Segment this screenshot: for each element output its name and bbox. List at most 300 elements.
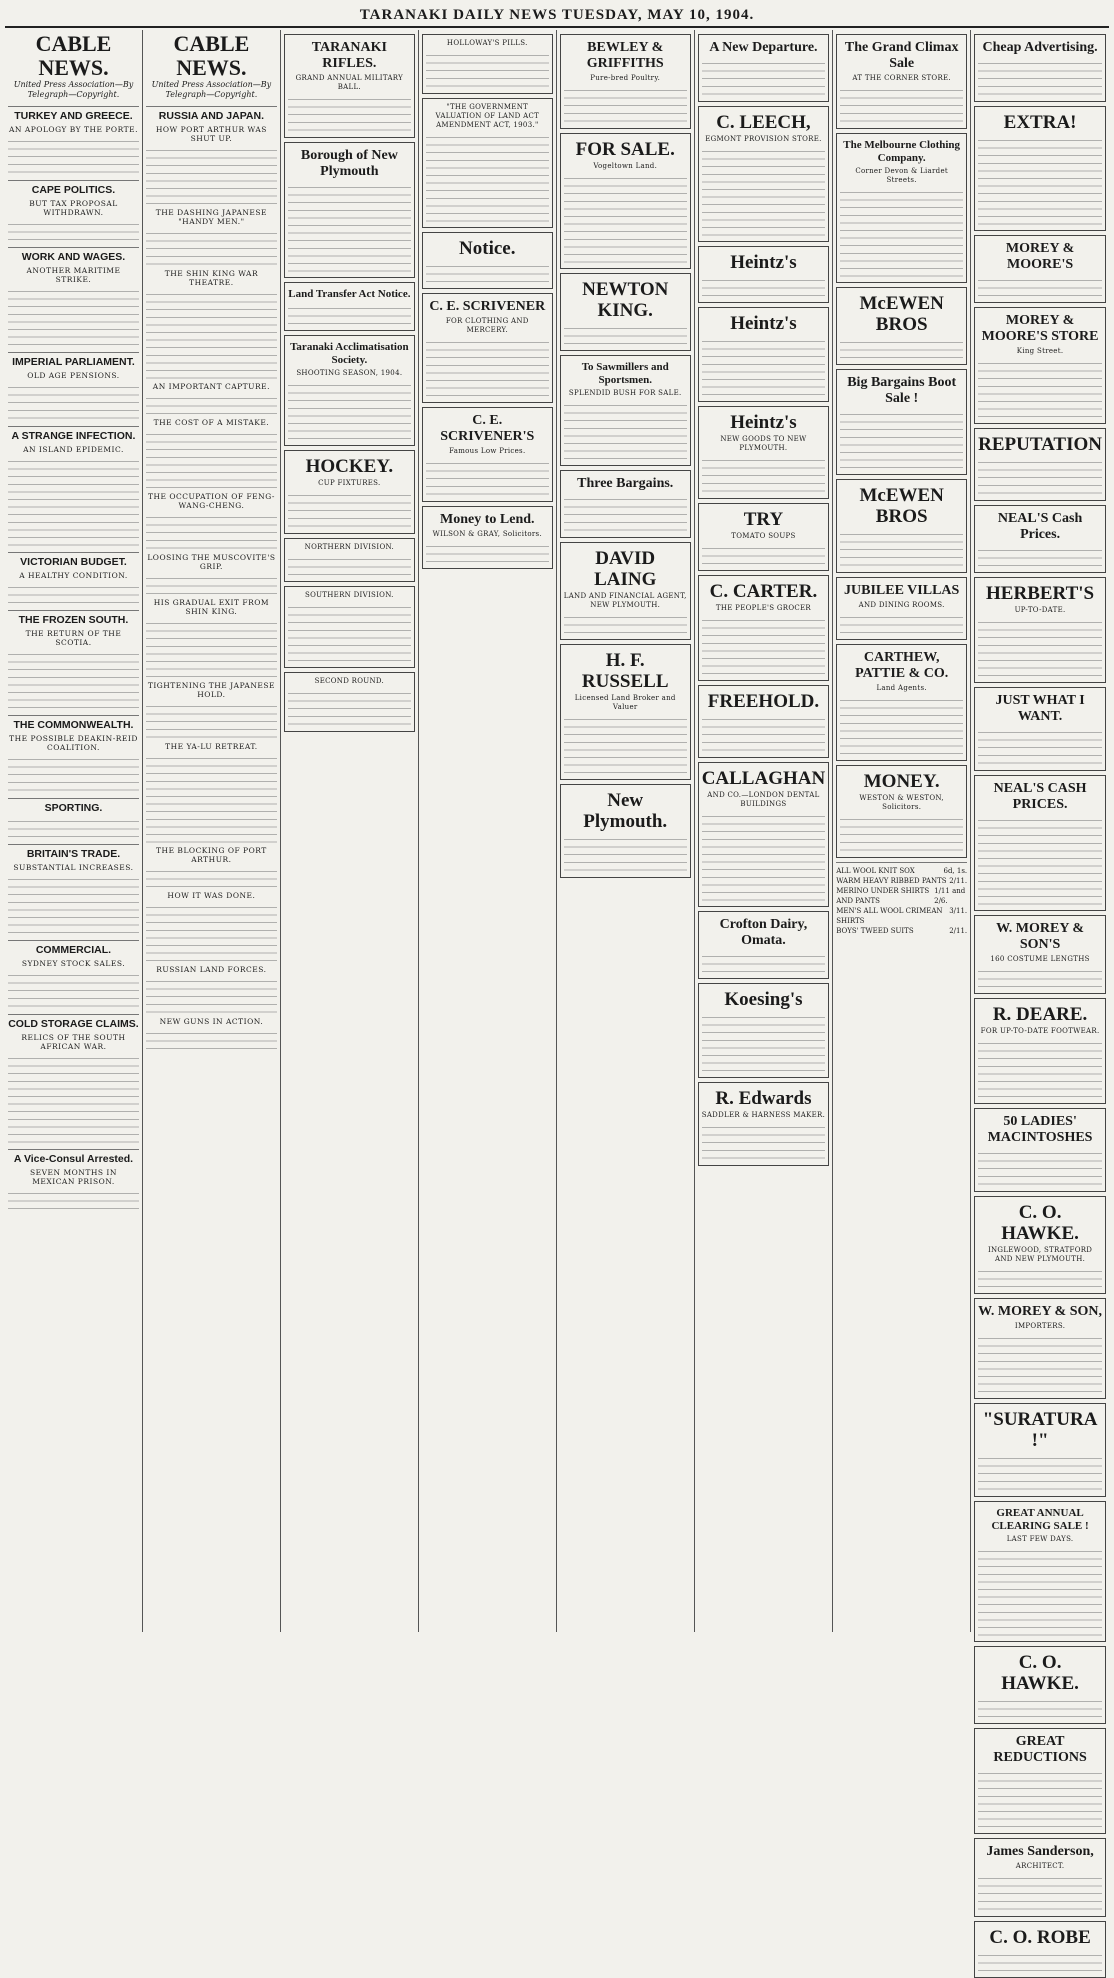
section-subtitle: AN ISLAND EPIDEMIC. <box>23 445 124 454</box>
ad-title: BEWLEY & GRIFFITHS <box>586 40 664 71</box>
ad-text-block <box>978 1950 1102 1972</box>
section-subtitle: THE DASHING JAPANESE "HANDY MEN." <box>155 208 268 226</box>
ad-text-block <box>978 1546 1102 1636</box>
advertisement <box>836 287 967 365</box>
section-title: THE FROZEN SOUTH. <box>8 610 139 626</box>
ad-title: Koesing's <box>724 989 803 1010</box>
ad-title: MONEY. <box>863 771 940 792</box>
advertisement <box>974 1646 1106 1724</box>
ad-subtitle: THE PEOPLE'S GROCER <box>715 604 811 612</box>
ad-text-block <box>702 951 826 973</box>
advertisement <box>422 293 553 403</box>
ad-subtitle: TOMATO SOUPS <box>731 532 796 540</box>
ad-title: CALLAGHAN <box>701 768 826 789</box>
ad-title: C. LEECH, <box>716 112 811 133</box>
column-7-ads <box>836 34 967 858</box>
columns <box>5 30 1109 1948</box>
ad-text-block <box>426 458 549 496</box>
article-text-block <box>146 573 277 595</box>
ad-title: C. O. HAWKE. <box>1001 1202 1079 1244</box>
ad-subtitle: King Street. <box>1016 347 1064 355</box>
section-title: A STRANGE INFECTION. <box>8 426 139 442</box>
advertisement <box>560 470 691 538</box>
ad-subtitle: AT THE CORNER STORE. <box>852 74 951 82</box>
section-title: BRITAIN'S TRADE. <box>8 844 139 860</box>
advertisement <box>974 1298 1106 1399</box>
ad-title: HERBERT'S <box>986 583 1095 604</box>
ad-title: REPUTATION <box>978 434 1103 455</box>
advertisement <box>422 506 553 569</box>
column-5-ads <box>560 34 691 878</box>
section-subtitle: RUSSIAN LAND FORCES. <box>156 965 267 974</box>
section-subtitle: THE BLOCKING OF PORT ARTHUR. <box>156 846 267 864</box>
price-value: 1/11 and 2/6. <box>934 887 966 905</box>
column-6-ads <box>698 34 830 1166</box>
ad-subtitle: HOLLOWAY'S PILLS. <box>446 39 528 47</box>
article-text-block <box>8 970 139 1008</box>
masthead-title: TARANAKI DAILY NEWS TUESDAY, MAY 10, 1904. <box>359 6 755 23</box>
ad-title: NEAL'S CASH PRICES. <box>993 781 1087 812</box>
ad-title: W. MOREY & SON'S <box>996 921 1085 952</box>
section-title: A Vice-Consul Arrested. <box>8 1149 139 1165</box>
ad-title: H. F. RUSSELL <box>581 650 669 692</box>
cable-credit-2: United Press Association—By Telegraph—Copyright. <box>151 80 272 99</box>
ad-title: New Plymouth. <box>583 790 668 832</box>
advertisement <box>698 246 830 303</box>
advertisement <box>560 784 691 878</box>
column-2 <box>143 30 281 1632</box>
ad-text-block <box>978 1266 1102 1288</box>
advertisement <box>698 762 830 907</box>
ad-subtitle: SOUTHERN DIVISION. <box>304 591 394 599</box>
section-title: IMPERIAL PARLIAMENT. <box>8 352 139 368</box>
advertisement <box>698 34 830 102</box>
ad-text-block <box>426 261 549 283</box>
ad-text-block <box>702 543 826 565</box>
column-1-sections <box>8 106 139 1210</box>
price-item: MEN'S ALL WOOL CRIMEAN SHIRTS <box>836 907 943 925</box>
ad-title: Land Transfer Act Notice. <box>288 288 411 300</box>
ad-text-block <box>564 494 687 532</box>
ad-text-block <box>564 612 687 634</box>
ad-text-block <box>702 455 826 493</box>
ad-text-block <box>288 688 411 726</box>
ad-title: JUBILEE VILLAS <box>844 583 960 598</box>
advertisement <box>836 577 967 640</box>
ad-title: MOREY & MOORE'S <box>1005 241 1075 272</box>
ad-text-block <box>978 545 1102 567</box>
ad-text-block <box>702 275 826 297</box>
advertisement <box>974 1728 1106 1834</box>
cable-news-heading-2: CABLE NEWS. <box>173 31 250 80</box>
ad-text-block <box>702 1122 826 1160</box>
section-subtitle: SEVEN MONTHS IN MEXICAN PRISON. <box>30 1168 117 1186</box>
section-subtitle: SUBSTANTIAL INCREASES. <box>13 863 134 872</box>
ad-text-block <box>702 615 826 675</box>
article-text-block <box>146 753 277 843</box>
ad-title: NEWTON KING. <box>582 279 669 321</box>
ad-title: McEWEN BROS <box>859 485 944 527</box>
ad-text-block <box>702 58 826 96</box>
advertisement <box>284 142 415 278</box>
advertisement <box>974 1196 1106 1294</box>
section-subtitle: HOW PORT ARTHUR WAS SHUT UP. <box>155 125 267 143</box>
price-value: 6d, 1s. <box>943 867 968 875</box>
column-4 <box>419 30 557 1632</box>
section-subtitle: HOW IT WAS DONE. <box>167 891 256 900</box>
section-subtitle: BUT TAX PROPOSAL WITHDRAWN. <box>29 199 118 217</box>
price-row <box>836 886 967 906</box>
ad-title: Heintz's <box>730 412 797 433</box>
ad-title: JUST WHAT I WANT. <box>995 693 1085 724</box>
ad-title: Crofton Dairy, Omata. <box>719 917 808 948</box>
price-list <box>836 866 967 936</box>
ad-title: Notice. <box>459 238 516 259</box>
advertisement <box>560 133 691 269</box>
advertisement <box>560 355 691 466</box>
ad-subtitle: FOR UP-TO-DATE FOOTWEAR. <box>980 1027 1100 1035</box>
advertisement <box>974 1501 1106 1642</box>
ad-text-block <box>564 714 687 774</box>
ad-title: W. MOREY & SON, <box>978 1304 1102 1319</box>
article-text-block <box>146 701 277 739</box>
ad-text-block <box>288 554 411 576</box>
ad-text-block <box>564 173 687 263</box>
section-title: COMMERCIAL. <box>8 940 139 956</box>
column-8-ads <box>974 34 1106 1978</box>
article-text-block <box>146 393 277 415</box>
advertisement <box>974 998 1106 1104</box>
advertisement <box>974 428 1106 501</box>
advertisement <box>974 307 1106 424</box>
article-text-block <box>8 1188 139 1210</box>
price-row <box>836 926 967 936</box>
article-text-block <box>8 754 139 792</box>
advertisement <box>284 335 415 446</box>
ad-title: EXTRA! <box>1003 112 1077 133</box>
advertisement <box>284 282 415 331</box>
column-1 <box>5 30 143 1632</box>
ad-title: A New Departure. <box>709 40 818 55</box>
ad-title: James Sanderson, <box>986 1844 1094 1859</box>
advertisement <box>422 407 553 502</box>
ad-text-block <box>426 50 549 88</box>
ad-title: DAVID LAING <box>594 548 657 590</box>
advertisement <box>560 644 691 780</box>
advertisement <box>698 503 830 571</box>
article-text-block <box>8 382 139 420</box>
ad-text-block <box>840 814 963 852</box>
advertisement <box>974 1838 1106 1917</box>
price-value: 3/11. <box>949 907 968 915</box>
article-text-block <box>146 1028 277 1050</box>
advertisement <box>560 542 691 640</box>
ad-title: The Melbourne Clothing Company. <box>843 139 961 164</box>
ad-title: "SURATURA !" <box>982 1409 1098 1451</box>
ad-text-block <box>978 457 1102 495</box>
section-title: RUSSIA AND JAPAN. <box>146 106 277 122</box>
section-subtitle: NEW GUNS IN ACTION. <box>159 1017 264 1026</box>
section-title: THE COMMONWEALTH. <box>8 715 139 731</box>
article-text-block <box>146 145 277 205</box>
article-text-block <box>146 429 277 489</box>
column-4-ads <box>422 34 553 569</box>
ad-text-block <box>288 182 411 272</box>
advertisement <box>974 235 1106 303</box>
ad-title: R. DEARE. <box>992 1004 1088 1025</box>
ad-subtitle: INGLEWOOD, STRATFORD AND NEW PLYMOUTH. <box>987 1246 1093 1263</box>
advertisement <box>284 538 415 582</box>
ad-title: R. Edwards <box>715 1088 812 1109</box>
advertisement <box>836 369 967 475</box>
article-text-block <box>146 902 277 962</box>
ad-title: 50 LADIES' MACINTOSHES <box>987 1114 1093 1145</box>
section-title: VICTORIAN BUDGET. <box>8 552 139 568</box>
ad-text-block <box>564 834 687 872</box>
column-5 <box>557 30 695 1632</box>
ad-text-block <box>978 275 1102 297</box>
section-subtitle: THE OCCUPATION OF FENG-WANG-CHENG. <box>147 492 275 510</box>
advertisement <box>974 687 1106 771</box>
ad-title: CARTHEW, PATTIE & CO. <box>855 650 949 681</box>
ad-subtitle: UP-TO-DATE. <box>1014 606 1066 614</box>
advertisement <box>422 34 553 94</box>
advertisement <box>698 575 830 681</box>
ad-text-block <box>978 815 1102 905</box>
masthead <box>5 4 1109 28</box>
ad-text-block <box>978 1453 1102 1491</box>
advertisement <box>836 133 967 283</box>
article-text-block <box>8 219 139 241</box>
ad-text-block <box>840 409 963 469</box>
column-6 <box>695 30 834 1632</box>
section-subtitle: AN APOLOGY BY THE PORTE. <box>8 125 138 134</box>
ad-subtitle: SECOND ROUND. <box>314 677 385 685</box>
column-2-sections <box>146 106 277 1050</box>
ad-subtitle: Land Agents. <box>876 684 927 692</box>
ad-title: Three Bargains. <box>577 476 674 491</box>
advertisement <box>974 1403 1106 1497</box>
ad-text-block <box>978 58 1102 96</box>
section-subtitle: HIS GRADUAL EXIT FROM SHIN KING. <box>153 598 270 616</box>
ad-text-block <box>840 695 963 755</box>
advertisement <box>698 685 830 758</box>
ad-title: Big Bargains Boot Sale ! <box>847 375 957 406</box>
ad-text-block <box>702 336 826 396</box>
article-text-block <box>8 136 139 174</box>
ad-text-block <box>978 966 1102 988</box>
article-text-block <box>146 228 277 266</box>
ad-subtitle: LAND AND FINANCIAL AGENT, NEW PLYMOUTH. <box>563 592 687 609</box>
ad-title: MOREY & MOORE'S STORE <box>981 313 1099 344</box>
ad-text-block <box>978 727 1102 765</box>
section-title: SPORTING. <box>8 798 139 814</box>
ad-subtitle: ARCHITECT. <box>1015 1862 1065 1870</box>
advertisement <box>974 1108 1106 1192</box>
ad-subtitle: SHOOTING SEASON, 1904. <box>296 369 403 377</box>
ad-subtitle: LAST FEW DAYS. <box>1006 1535 1074 1543</box>
advertisement <box>284 34 415 138</box>
advertisement <box>836 34 967 129</box>
ad-subtitle: NORTHERN DIVISION. <box>304 543 394 551</box>
ad-subtitle: AND DINING ROOMS. <box>858 601 945 609</box>
section-subtitle: ANOTHER MARITIME STRIKE. <box>26 266 121 284</box>
advertisement <box>974 34 1106 102</box>
advertisement <box>284 450 415 534</box>
advertisement <box>560 273 691 351</box>
article-text-block <box>8 816 139 838</box>
ad-title: C. E. SCRIVENER'S <box>440 413 535 444</box>
ad-subtitle: AND CO.—LONDON DENTAL BUILDINGS <box>707 791 820 808</box>
article-text-block <box>8 1053 139 1143</box>
column-3 <box>281 30 419 1632</box>
ad-title: FREEHOLD. <box>707 691 820 712</box>
ad-text-block <box>978 358 1102 418</box>
ad-text-block <box>702 811 826 901</box>
advertisement <box>974 775 1106 911</box>
advertisement <box>698 1082 830 1166</box>
ad-text-block <box>564 85 687 123</box>
section-subtitle: RELICS OF THE SOUTH AFRICAN WAR. <box>21 1033 126 1051</box>
advertisement <box>284 586 415 668</box>
ad-subtitle: Famous Low Prices. <box>449 447 526 455</box>
ad-text-block <box>978 1333 1102 1393</box>
article-text-block <box>8 649 139 709</box>
ad-title: HOCKEY. <box>305 456 394 477</box>
advertisement <box>836 479 967 573</box>
price-item: BOYS' TWEED SUITS <box>836 927 914 935</box>
article-text-block <box>8 874 139 934</box>
article-text-block <box>8 286 139 346</box>
ad-subtitle: WESTON & WESTON, Solicitors. <box>859 794 944 811</box>
advertisement <box>974 1921 1106 1978</box>
price-value: 2/11. <box>949 877 968 885</box>
ad-title: C. E. SCRIVENER <box>429 299 546 314</box>
section-subtitle: OLD AGE PENSIONS. <box>27 371 120 380</box>
ad-text-block <box>840 337 963 359</box>
ad-text-block <box>978 1038 1102 1098</box>
ad-subtitle: Corner Devon & Liardet Streets. <box>855 167 949 184</box>
ad-subtitle: FOR CLOTHING AND MERCERY. <box>445 317 529 334</box>
ad-text-block <box>564 400 687 460</box>
ad-text-block <box>978 1696 1102 1718</box>
advertisement <box>974 577 1106 683</box>
ad-title: GREAT ANNUAL CLEARING SALE ! <box>991 1507 1089 1532</box>
section-subtitle: AN IMPORTANT CAPTURE. <box>152 382 270 391</box>
section-subtitle: THE POSSIBLE DEAKIN-REID COALITION. <box>9 734 138 752</box>
ad-text-block <box>978 617 1102 677</box>
ad-title: FOR SALE. <box>575 139 675 160</box>
ad-subtitle: CUP FIXTURES. <box>318 479 381 487</box>
price-row <box>836 876 967 886</box>
advertisement <box>698 307 830 402</box>
ad-subtitle: SPLENDID BUSH FOR SALE. <box>568 389 682 397</box>
section-subtitle: THE YA-LU RETREAT. <box>165 742 258 751</box>
advertisement <box>698 406 830 499</box>
section-title: TURKEY AND GREECE. <box>8 106 139 122</box>
ad-title: C. O. ROBE <box>989 1927 1091 1948</box>
ad-text-block <box>840 612 963 634</box>
advertisement <box>698 911 830 979</box>
price-row <box>836 906 967 926</box>
ad-text-block <box>702 146 826 236</box>
article-text-block <box>146 618 277 678</box>
ad-title: McEWEN BROS <box>859 293 944 335</box>
column-7 <box>833 30 971 1632</box>
price-row <box>836 866 967 876</box>
ad-text-block <box>840 187 963 277</box>
advertisement <box>836 644 967 761</box>
ad-subtitle: IMPORTERS. <box>1014 1322 1066 1330</box>
advertisement <box>698 106 830 242</box>
section-subtitle: THE RETURN OF THE SCOTIA. <box>25 629 122 647</box>
price-item: MERINO UNDER SHIRTS AND PANTS <box>836 887 930 905</box>
ad-text-block <box>288 490 411 528</box>
advertisement <box>974 915 1106 994</box>
ad-title: The Grand Climax Sale <box>844 40 959 71</box>
ad-title: NEAL'S Cash Prices. <box>997 511 1083 542</box>
ad-text-block <box>288 602 411 662</box>
price-value: 2/11. <box>949 927 968 935</box>
section-subtitle: TIGHTENING THE JAPANESE HOLD. <box>147 681 275 699</box>
ad-subtitle: Pure-bred Poultry. <box>590 74 661 82</box>
advertisement <box>560 34 691 129</box>
section-subtitle: A HEALTHY CONDITION. <box>19 571 128 580</box>
section-subtitle: SYDNEY STOCK SALES. <box>21 959 126 968</box>
advertisement <box>422 98 553 228</box>
advertisement <box>974 505 1106 573</box>
ad-text-block <box>426 337 549 397</box>
ad-title: TARANAKI RIFLES. <box>311 40 387 71</box>
ad-title: To Sawmillers and Sportsmen. <box>581 361 669 386</box>
section-subtitle: THE COST OF A MISTAKE. <box>153 418 270 427</box>
ad-subtitle: "THE GOVERNMENT VALUATION OF LAND ACT AMENDMENT ACT, 1903." <box>435 103 540 129</box>
article-text-block <box>146 976 277 1014</box>
ad-text-block <box>426 132 549 222</box>
ad-subtitle: WILSON & GRAY, Solicitors. <box>432 530 542 538</box>
section-title: WORK AND WAGES. <box>8 247 139 263</box>
ad-text-block <box>840 529 963 567</box>
ad-title: Borough of New Plymouth <box>300 148 398 179</box>
advertisement <box>422 232 553 289</box>
ad-text-block <box>564 323 687 345</box>
ad-title: GREAT REDUCTIONS <box>993 1734 1087 1765</box>
article-text-block <box>146 512 277 550</box>
ad-text-block <box>288 303 411 325</box>
ad-subtitle: EGMONT PROVISION STORE. <box>705 135 822 143</box>
price-item: ALL WOOL KNIT SOX <box>836 867 915 875</box>
cable-credit: United Press Association—By Telegraph—Copyright. <box>13 80 134 99</box>
article-text-block <box>8 456 139 546</box>
ad-text-block <box>288 380 411 440</box>
article-text-block <box>146 289 277 379</box>
section-title: COLD STORAGE CLAIMS. <box>8 1014 139 1030</box>
ad-title: Taranaki Acclimatisation Society. <box>290 341 409 366</box>
ad-text-block <box>978 135 1102 225</box>
article-text-block <box>146 866 277 888</box>
ad-text-block <box>426 541 549 563</box>
column-8 <box>971 30 1109 1948</box>
ad-text-block <box>978 1148 1102 1186</box>
ad-title: Money to Lend. <box>440 512 535 527</box>
ad-subtitle: SADDLER & HARNESS MAKER. <box>701 1111 826 1119</box>
ad-title: Cheap Advertising. <box>982 40 1098 55</box>
section-title: CAPE POLITICS. <box>8 180 139 196</box>
advertisement <box>836 765 967 858</box>
ad-title: TRY <box>743 509 784 530</box>
section-subtitle: THE SHIN KING WAR THEATRE. <box>164 269 259 287</box>
section-subtitle: LOOSING THE MUSCOVITE'S GRIP. <box>147 553 276 571</box>
